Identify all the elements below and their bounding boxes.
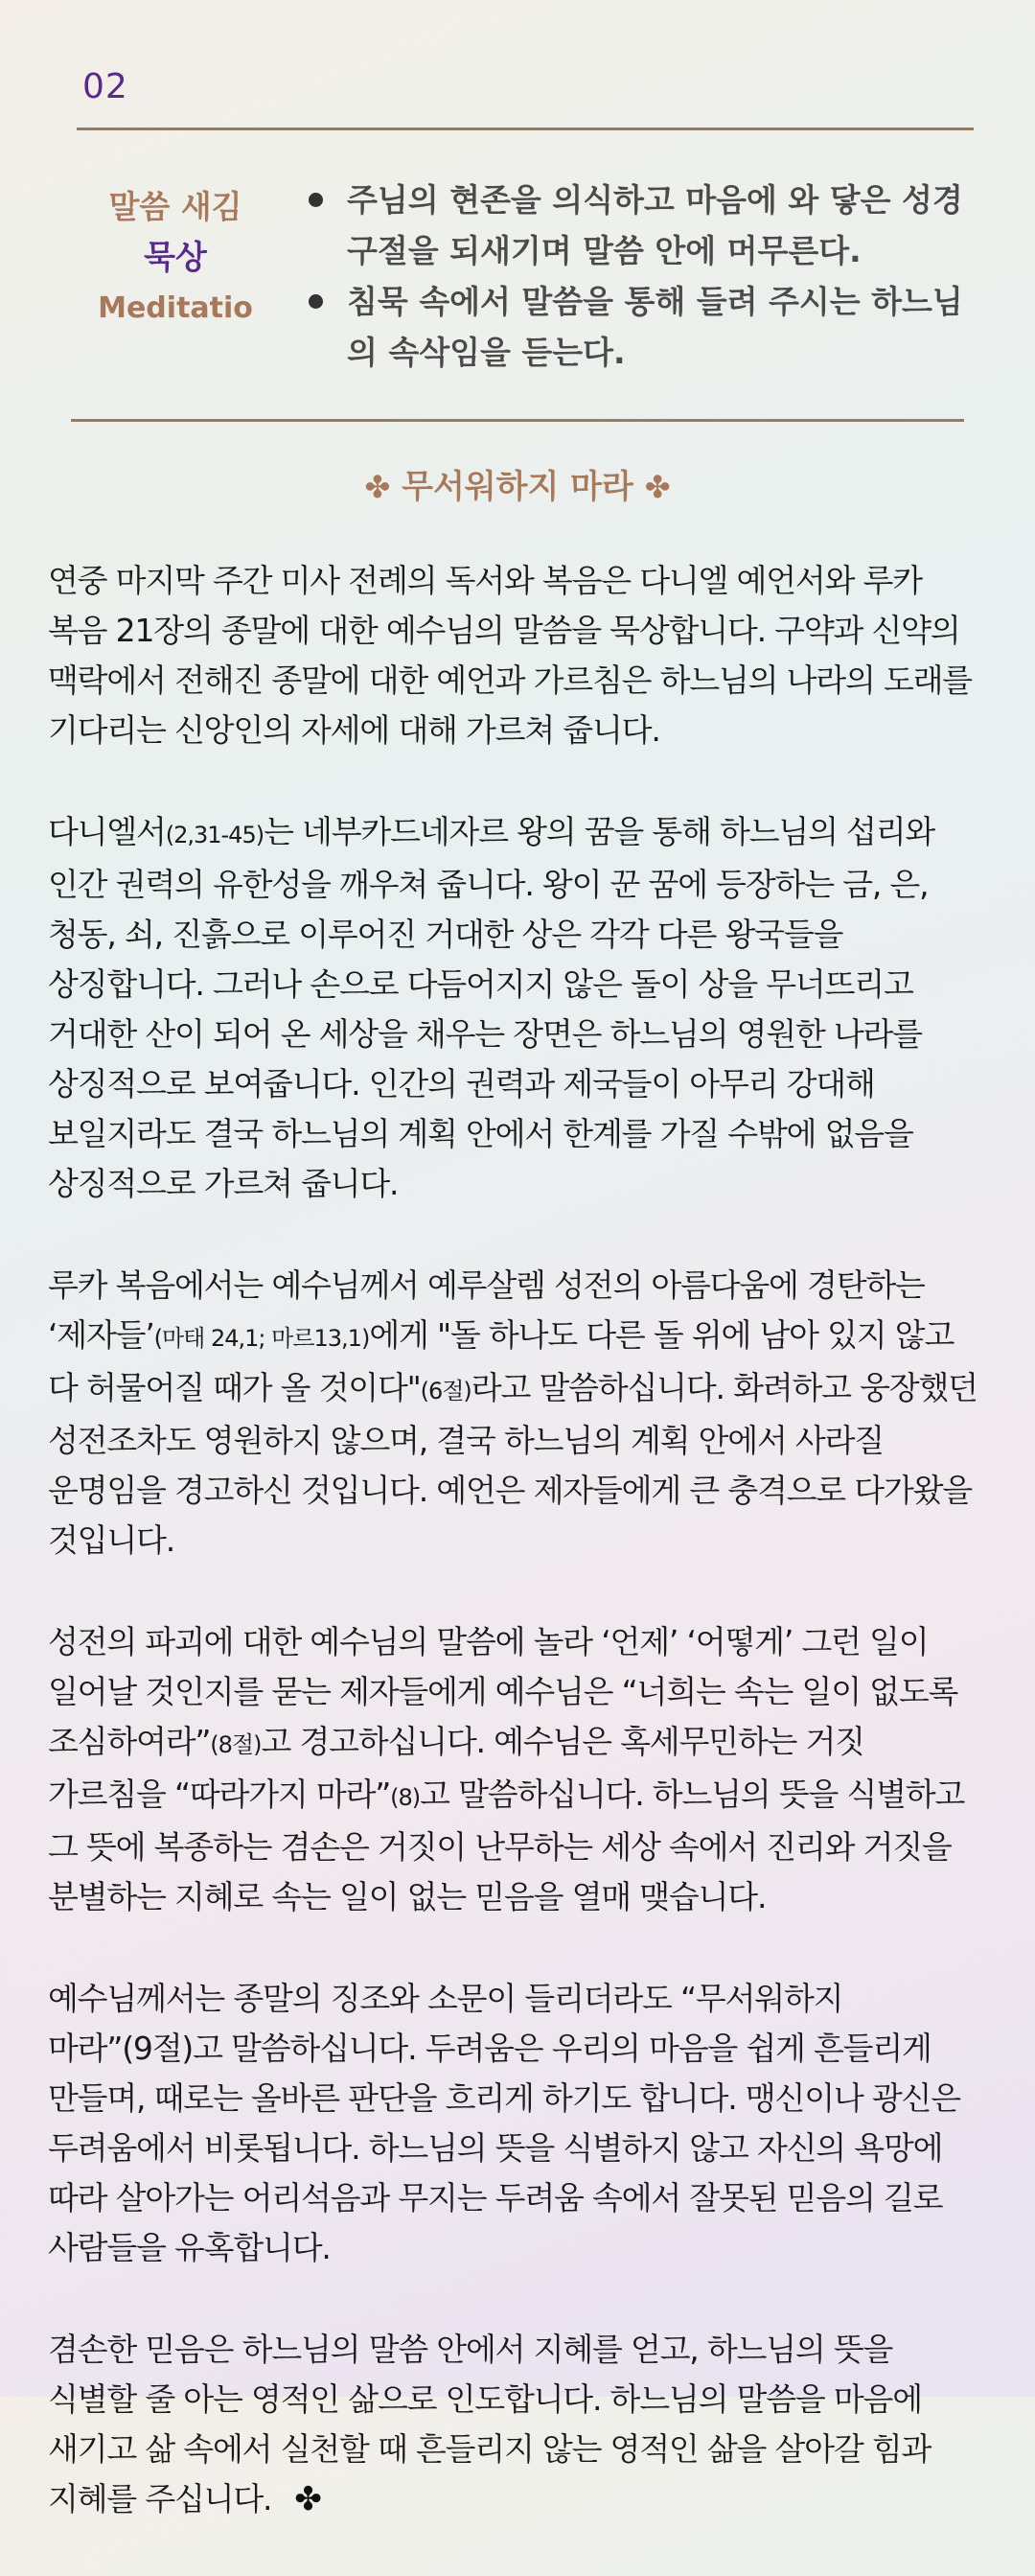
paragraph-text: 라고 말씀하십니다. 화려하고 웅장했던 성전조차도 영원하지 않으며, 결국 하느님의 계획 안에서 사라질 운명임을 경고하신 것입니다. 예언은 제자들에게 큰 충격으로 다가왔을 것입니다.	[48, 1369, 978, 1559]
paragraph	[48, 1617, 987, 1922]
paragraph-text: 겸손한 믿음은 하느님의 말씀 안에서 지혜를 얻고, 하느님의 뜻을 식별할 줄 아는 영적인 삶으로 인도합니다. 하느님의 말씀을 마음에 새기고 삶 속에서 실천할 때 흔들리지 않는 영적인 삶을 살아갈 힘과 지혜를 주십니다.	[48, 2331, 932, 2518]
section-number: 02	[82, 67, 128, 106]
paragraph-text: 고 말씀하십니다. 하느님의 뜻을 식별하고 그 뜻에 복종하는 겸손은 거짓이 난무하는 세상 속에서 진리와 거짓을 분별하는 지혜로 속는 일이 없는 믿음을 열매 맺습니다.	[48, 1775, 965, 1915]
instruction-text: 침묵 속에서 말씀을 통해 들려 주시는 하느님의 속삭임을 듣는다.	[347, 283, 963, 371]
paragraph: 예수님께서는 종말의 징조와 소문이 들리더라도 “무서워하지 마라”(9절)고 말씀하십니다. 두려움은 우리의 마음을 쉽게 흔들리게 만들며, 때로는 올바른 판단을 흐리게 하기도 합니다. 맹신이나 광신은 두려움에서 비롯됩니다. 하느님의 뜻을 식별하지 않고 자신의 욕망에 따라 살아가는 어리석음과 무지는 두려움 속에서 잘못된 믿음의 길로 사람들을 유혹합니다.	[48, 1980, 960, 2266]
step-label-korean: 말씀 새김	[108, 188, 242, 225]
step-label-title: 묵상	[144, 239, 207, 277]
meditation-body	[48, 556, 987, 2576]
clover-ornament-icon: ✤	[294, 2480, 321, 2518]
paragraph-text: 성전의 파괴에 대한 예수님의 말씀에 놀라 ‘언제’ ‘어떻게’ 그런 일이 일어날 것인지를 묻는 제자들에게 예수님은 “너희는 속는 일이 없도록 조심하여라”	[48, 1623, 958, 1760]
scripture-reference: (8)	[390, 1784, 421, 1811]
instruction-item	[305, 276, 976, 378]
bullet-icon	[309, 193, 323, 207]
section-title-text: 무서워하지 마라	[402, 468, 633, 506]
top-divider	[77, 128, 974, 130]
step-label	[75, 182, 276, 334]
paragraph	[48, 807, 987, 1209]
clover-ornament-icon: ✤	[644, 469, 671, 505]
instruction-text: 주님의 현존을 의식하고 마음에 와 닿은 성경구절을 되새기며 말씀 안에 머무른다.	[347, 181, 963, 269]
section-title	[0, 460, 1035, 507]
scripture-reference: (8절)	[210, 1731, 262, 1758]
paragraph: 연중 마지막 주간 미사 전례의 독서와 복음은 다니엘 예언서와 루카 복음 21장의 종말에 대한 예수님의 말씀을 묵상합니다. 구약과 신약의 맥락에서 전해진 종말에 대한 예언과 가르침은 하느님의 나라의 도래를 기다리는 신앙인의 자세에 대해 가르쳐 줍니다.	[48, 562, 972, 749]
paragraph-text: 는 네부카드네자르 왕의 꿈을 통해 하느님의 섭리와 인간 권력의 유한성을 깨우쳐 줍니다. 왕이 꾼 꿈에 등장하는 금, 은, 청동, 쇠, 진흙으로 이루어진 거대한 상은 각각 다른 왕국들을 상징합니다. 그러나 손으로 다듬어지지 않은 돌이 상을 무너뜨리고 거대한 산이 되어 온 세상을 채우는 장면은 하느님의 영원한 나라를 상징적으로 보여줍니다. 인간의 권력과 제국들이 아무리 강대해 보일지라도 결국 하느님의 계획 안에서 한계를 가질 수밖에 없음을 상징적으로 가르쳐 줍니다.	[48, 813, 935, 1202]
paragraph	[48, 2325, 987, 2524]
step-label-latin: Meditatio	[98, 291, 253, 325]
paragraph-text: 고 경고하십니다. 예수님은 혹세무민하는 거짓 가르침을 “따라가지 마라”	[48, 1723, 864, 1813]
paragraph	[48, 1261, 987, 1566]
scripture-reference: (마태 24,1; 마르13,1)	[153, 1325, 370, 1352]
clover-ornament-icon: ✤	[364, 469, 391, 505]
middle-divider	[71, 419, 964, 422]
instruction-item	[305, 174, 976, 276]
scripture-reference: (2,31-45)	[165, 822, 264, 848]
instruction-list	[305, 174, 976, 378]
paragraph-text: 에게 "돌 하나도 다른 돌 위에 남아 있지 않고 다 허물어질 때가 올 것이다"	[48, 1316, 954, 1406]
paragraph-text: 루카 복음에서는 예수님께서 예루살렘 성전의 아름다움에 경탄하는 ‘제자들’	[48, 1266, 925, 1354]
paragraph-text: 다니엘서	[48, 813, 166, 850]
bullet-icon	[309, 294, 323, 309]
scripture-reference: (6절)	[420, 1378, 472, 1404]
